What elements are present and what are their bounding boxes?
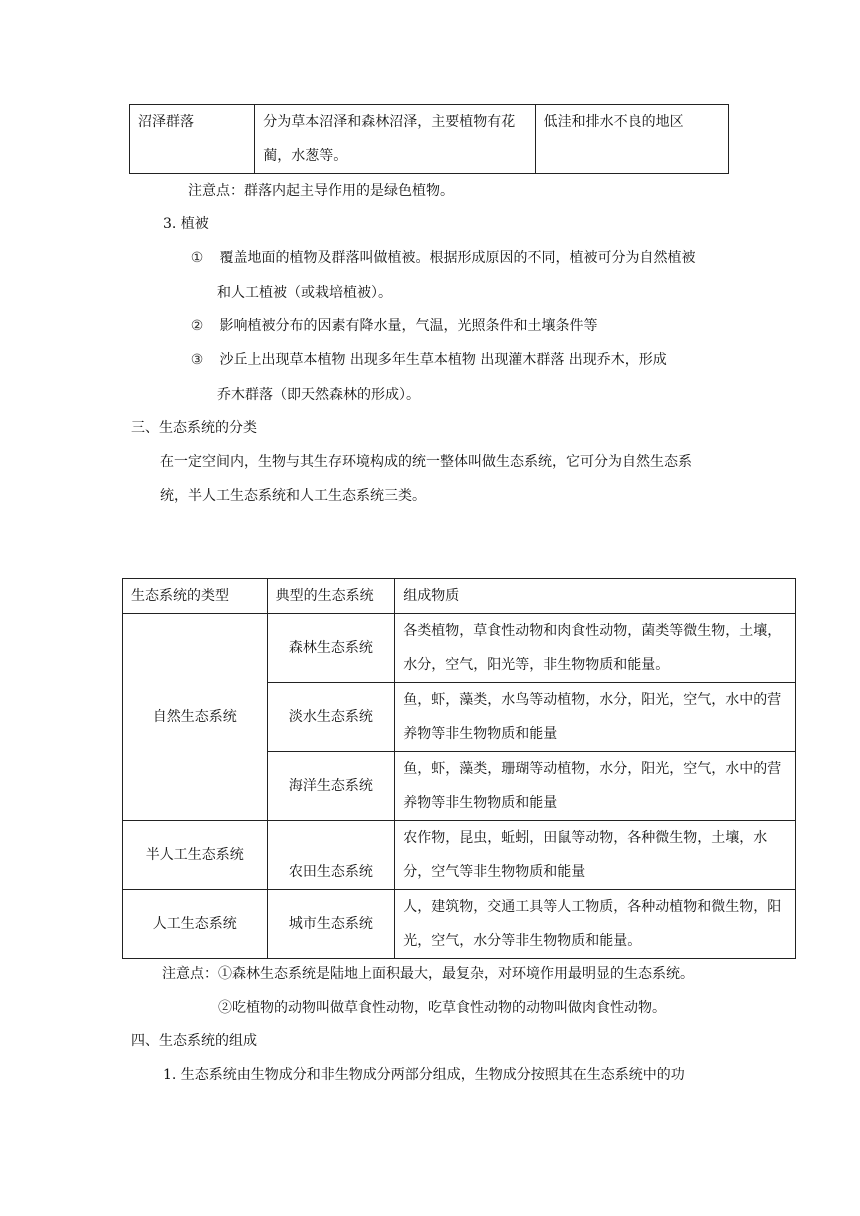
header-type: 生态系统的类型 [123, 579, 268, 614]
section-three-para-1: 在一定空间内，生物与其生存环境构成的统一整体叫做生态系统，它可分为自然生态系 [160, 454, 692, 470]
table-row [123, 890, 796, 959]
note-ecosystem-2: ②吃植物的动物叫做草食性动物，吃草食性动物的动物叫做肉食性动物。 [218, 1000, 666, 1016]
vegetation-item-1-text: 覆盖地面的植物及群落叫做植被。根据形成原因的不同，植被可分为自然植被 [219, 250, 696, 266]
community-desc-cell: 分为草本沼泽和森林沼泽，主要植物有花蔺，水葱等。 [255, 105, 535, 174]
forest-desc-cell: 各类植物，草食性动物和肉食性动物，菌类等微生物，土壤，水分，空气，阳光等，非生物物质和能量。 [395, 614, 796, 683]
vegetation-item-2-text: 影响植被分布的因素有降水量，气温，光照条件和土壤条件等 [219, 318, 598, 334]
forest-name-cell: 森林生态系统 [267, 614, 395, 683]
section-four-item-1: 1. 生态系统由生物成分和非生物成分两部分组成，生物成分按照其在生态系统中的功 [163, 1067, 685, 1083]
circled-number-3: ③ [190, 352, 204, 368]
section-vegetation-heading: 3. 植被 [163, 216, 209, 232]
farmland-name-cell: 农田生态系统 [267, 821, 395, 890]
section-three-heading: 三、生态系统的分类 [131, 420, 257, 436]
table-row [123, 614, 796, 683]
table-header-row [123, 579, 796, 614]
note-ecosystem-1: 注意点：①森林生态系统是陆地上面积最大，最复杂，对环境作用最明显的生态系统。 [162, 966, 694, 982]
freshwater-name-cell: 淡水生态系统 [267, 683, 395, 752]
circled-number-2: ② [190, 318, 204, 334]
section-three-para-2: 统，半人工生态系统和人工生态系统三类。 [160, 488, 426, 504]
freshwater-desc-cell: 鱼，虾，藻类，水鸟等动植物，水分，阳光，空气，水中的营养物等非生物物质和能量 [395, 683, 796, 752]
table-row [130, 105, 729, 174]
vegetation-item-1 [187, 248, 695, 268]
header-composition: 组成物质 [395, 579, 796, 614]
header-typical: 典型的生态系统 [267, 579, 395, 614]
ecosystem-table [122, 578, 796, 959]
community-table [129, 104, 729, 174]
marine-name-cell: 海洋生态系统 [267, 752, 395, 821]
note-community: 注意点：群落内起主导作用的是绿色植物。 [188, 183, 454, 199]
farmland-desc-cell: 农作物，昆虫，蚯蚓，田鼠等动物，各种微生物，土壤，水分，空气等非生物物质和能量 [395, 821, 796, 890]
vegetation-item-3 [187, 350, 667, 370]
city-desc-cell: 人，建筑物，交通工具等人工物质，各种动植物和微生物，阳光，空气，水分等非生物物质和能量。 [395, 890, 796, 959]
natural-type-cell: 自然生态系统 [123, 614, 268, 821]
vegetation-item-2 [187, 316, 597, 336]
section-four-heading: 四、生态系统的组成 [131, 1033, 257, 1049]
community-place-cell: 低洼和排水不良的地区 [535, 105, 728, 174]
table-row [123, 821, 796, 890]
community-name-cell: 沼泽群落 [130, 105, 255, 174]
artificial-type-cell: 人工生态系统 [123, 890, 268, 959]
city-name-cell: 城市生态系统 [267, 890, 395, 959]
marine-desc-cell: 鱼，虾，藻类，珊瑚等动植物，水分，阳光，空气，水中的营养物等非生物物质和能量 [395, 752, 796, 821]
vegetation-item-1-cont: 和人工植被（或栽培植被）。 [217, 285, 392, 301]
semi-type-cell: 半人工生态系统 [123, 821, 268, 890]
vegetation-item-3-cont: 乔木群落（即天然森林的形成）。 [217, 387, 420, 403]
vegetation-item-3-text: 沙丘上出现草本植物 出现多年生草本植物 出现灌木群落 出现乔木，形成 [219, 352, 667, 368]
circled-number-1: ① [190, 250, 204, 266]
